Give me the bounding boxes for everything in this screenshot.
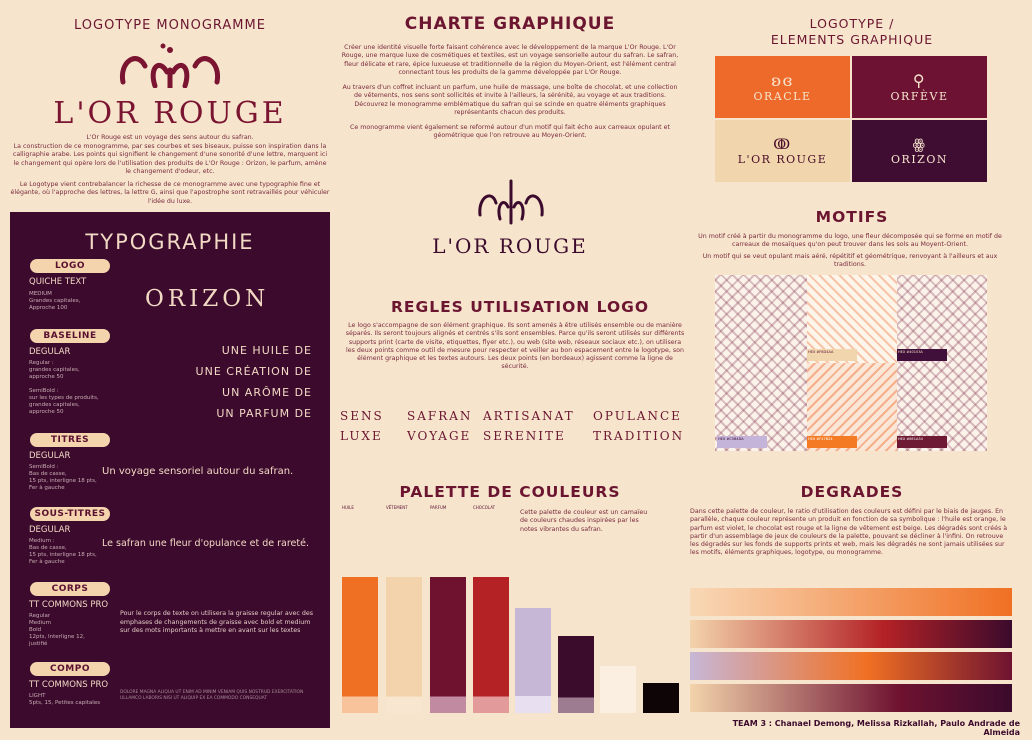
font-name: QUICHE TEXT	[29, 277, 87, 287]
orizon-icon: ꙮ	[912, 136, 927, 153]
keyword: SAFRAN	[407, 409, 473, 423]
palette-col-label: HUILE	[342, 505, 354, 510]
font-name: DEGULAR	[29, 525, 71, 535]
font-detail: MEDIUM Grandes capitales, Approche 100	[29, 291, 81, 311]
motifs-text-2: Un motif qui se veut opulant mais aéré, répétitif et géométrique, renvoyant à l'ailleurs et aux traditions.	[702, 253, 998, 269]
color-swatch-plum	[558, 636, 594, 713]
font-detail: SemiBold : Bas de casse, 15 pts, interligne 18 pts, Fer à gauche	[29, 464, 97, 491]
color-swatch-huile	[342, 577, 378, 713]
motif-label: HEX #F47B24	[807, 436, 857, 448]
palette-text: Cette palette de couleur est un camaïeu de couleurs chaudes inspirées par les notes vibrantes du safran.	[520, 509, 648, 533]
logo-tile-label: ORIZON	[891, 152, 948, 166]
font-detail: Regular Medium Bold 12pts, Interligne 12, justifié	[29, 613, 85, 647]
font-name: TT COMMONS PRO	[29, 600, 109, 610]
keyword: SERENITE	[483, 429, 566, 443]
keyword: SENS	[340, 409, 384, 423]
font-detail: LIGHT 5pts, 15, Petites capitales	[29, 693, 101, 706]
logo-tile-label: ORACLE	[753, 90, 812, 103]
color-swatch-vetement	[386, 577, 422, 713]
color-swatch-lavender	[515, 608, 551, 713]
motif-label: HEX #40103A	[897, 349, 947, 361]
gradient-plum	[690, 684, 1012, 712]
color-swatch-black	[643, 683, 679, 713]
palette-title: PALETTE DE COULEURS	[399, 483, 621, 501]
charte-paragraph-2: Au travers d'un coffret incluant un parfum, une huile de massage, une boîte de chocolat, et une collection de vêtements, nos sens sont sollicités et invite à l'ailleurs, la sérénité, au voyage et aux traditions. Découvrez le monogramme emblématique du safran qui se scinde en quatre éléments graphiques représentants chacun des produits.	[342, 84, 678, 116]
keyword: ARTISANAT	[483, 409, 575, 423]
pill-titres: TITRES	[30, 433, 110, 447]
font-name: DEGULAR	[29, 451, 71, 461]
keyword: TRADITION	[593, 429, 685, 443]
logo-tile-lor-rouge	[715, 120, 850, 182]
font-name: TT COMMONS PRO	[29, 680, 109, 690]
logotype-title: LOGOTYPE MONOGRAMME	[74, 18, 266, 33]
degrades-title: DEGRADES	[800, 483, 904, 501]
keyword: VOYAGE	[407, 429, 472, 443]
logo-tile-orfeve	[852, 56, 987, 118]
font-detail: Medium : Bas de casse, 15 pts, interligne 18 pts, Fer à gauche	[29, 538, 97, 565]
orizon-sample: ORIZON	[145, 286, 270, 312]
typographie-title: TYPOGRAPHIE	[85, 230, 255, 254]
logotype-text-3: Le Logotype vient contrebalancer la richesse de ce monogramme avec une typographie fine et élégante, où l'approche des lettres, la lettre G, ainsi que l'apostrophe sont retravaillés pour véhiculer l'idée du luxe.	[10, 181, 330, 205]
palette-col-label: CHOCOLAT	[473, 505, 496, 510]
logo-tile-oracle	[715, 56, 850, 118]
compo-sample: DOLORE MAGNA ALIQUA UT ENIM AD MINIM VENIAM QUIS NOSTRUD EXERCITATION ULLAMCO LABORIS NISI UT ALIQUIP EX EA COMMODO CONSEQUAT	[120, 690, 304, 701]
motif-label: HEX #6E1A34	[897, 436, 947, 448]
titre-sample: Un voyage sensoriel autour du safran.	[102, 466, 294, 477]
font-detail: Regular : grandes capitales, approche 50 SemiBold : sur les types de produits, grandes capitales, approche 50	[29, 360, 99, 415]
center-monogram-icon	[476, 175, 546, 225]
orfeve-icon: ⚲	[912, 71, 927, 90]
pill-compo: COMPO	[30, 662, 110, 676]
team-credits: TEAM 3 : Chanael Demong, Melissa Rizkallah, Paulo Andrade de Almeida	[732, 719, 1020, 737]
logotype-text-2: La construction de ce monogramme, par ses courbes et ses biseaux, puisse son inspiration dans la calligraphie arabe. Les points qui signifient le changement d'une sonorité d'une lettre, marquent ici le changement qui opère lors de l'utilisation des produits de L'Or Rouge : Orizon, le parfum, amène le changement d'odeur, etc.	[12, 143, 328, 175]
regles-text: Le logo s'accompagne de son élément graphique. Ils sont amenés à être utilisés ensemble ou de manière séparés. Ils seront toujours alignés et centrés s'ils sont ensembles. Parce qu'ils seront utilisés sur différents supports print (carte de visite, etiquettes, flyer etc.), ou web (site web, réseaux sociaux etc.), on utilisera les deux points comme outil de mesure pour respecter et veiller au bon espacement entre le logotype, son élément graphique et les textes autours. Les deux points (en bordeaux) agissent comme la ligne de sécurité.	[345, 322, 685, 371]
baseline-line: UN PARFUM DE	[216, 407, 312, 420]
motifs-title: MOTIFS	[815, 208, 889, 226]
pill-baseline: BASELINE	[30, 329, 110, 343]
font-name: DEGULAR	[29, 347, 71, 357]
charte-title: CHARTE GRAPHIQUE	[404, 14, 616, 34]
palette-col-label: VÊTEMENT	[386, 505, 408, 510]
keyword: OPULANCE	[593, 409, 682, 423]
charte-paragraph-3: Ce monogramme vient également se reformé autour d'un motif qui fait écho aux carreaux opulant et géométrique que l'on retrouve au Moyen-Orient.	[350, 124, 670, 140]
degrades-text: Dans cette palette de couleur, le ratio d'utilisation des couleurs est défini par le biais de jauges. En parallèle, chaque couleur représente un produit en fonction de sa symbolique : l'huile est orange, le parfum est violet, le chocolat est rouge et la ligne de vêtement est beige. Les dégradés sont créés à partir d'un assemblage de jeux de couleurs de la palette, pouvant se décliner à l'infini. On retrouve les dégradés sur les fonds de supports prints et web, mais les dégradés ne sont jamais utilisées sur les motifs, éléments graphiques, logotype, ou monogramme.	[690, 508, 1008, 557]
logo-tile-label: ORFÈVE	[890, 90, 949, 103]
elements-title-line2: ELEMENTS GRAPHIQUE	[770, 32, 934, 47]
motif-label: HEX #F6D4AA	[807, 349, 857, 361]
palette-col-label: PARFUM	[430, 505, 447, 510]
elements-title-line1: LOGOTYPE /	[809, 16, 895, 31]
pill-corps: CORPS	[30, 582, 110, 596]
baseline-line: UNE CRÉATION DE	[195, 365, 312, 378]
oracle-icon: ʚɞ	[771, 71, 794, 90]
gradient-lavender	[690, 652, 1012, 680]
baseline-line: UN ARÔME DE	[222, 386, 312, 399]
center-wordmark: L'OR ROUGE	[432, 234, 588, 258]
logotype-wordmark: L'OR ROUGE	[53, 96, 287, 131]
motif-label: HEX #C5B4DA	[717, 436, 767, 448]
motifs-text-1: Un motif créé à partir du monogramme du logo, une fleur décomposée qui se forme en motif de carreaux de mosaïques qu'on peut trouver dans les sols au Moyent-Orient.	[698, 233, 1002, 249]
pill-logo: LOGO	[30, 259, 110, 273]
color-swatch-parfum	[430, 577, 466, 713]
corps-sample: Pour le corps de texte on utilisera la graisse regular avec des emphases de changements de graisse avec bold et medium sur des mots importants à mettre en avant sur les textes	[120, 610, 313, 634]
gradient-red	[690, 620, 1012, 648]
charte-paragraph-1: Créer une identité visuelle forte faisant cohérence avec le développement de la marque L'Or Rouge. L'Or Rouge, une marque luxe de cosmétiques et textiles, est un voyage sensorielle autour du safran. Le safran, fleur délicate et rare, épice luxueuse et traditionnelle de la région du Moyen-Orient, est l'élément central connectant tous les produits de la gamme développée par L'Or Rouge.	[341, 44, 679, 76]
sous-titre-sample: Le safran une fleur d'opulance et de rareté.	[102, 538, 309, 549]
gradient-orange	[690, 588, 1012, 616]
monogram-icon	[115, 42, 225, 88]
color-swatch-chocolat	[473, 577, 509, 713]
logotype-text-1: L'Or Rouge est un voyage des sens autour du safran.	[86, 134, 254, 141]
color-swatch-cream	[600, 666, 636, 713]
baseline-sample	[196, 340, 312, 424]
keyword: LUXE	[340, 429, 383, 443]
baseline-line: UNE HUILE DE	[221, 344, 312, 357]
regles-title: REGLES UTILISATION LOGO	[390, 298, 650, 316]
typographie-panel	[10, 212, 330, 728]
logo-tile-label: L'OR ROUGE	[737, 152, 828, 166]
monogram-small-icon: ↂ	[773, 136, 792, 153]
pill-sous-titres: SOUS-TITRES	[30, 507, 110, 521]
logo-tile-orizon	[852, 120, 987, 182]
